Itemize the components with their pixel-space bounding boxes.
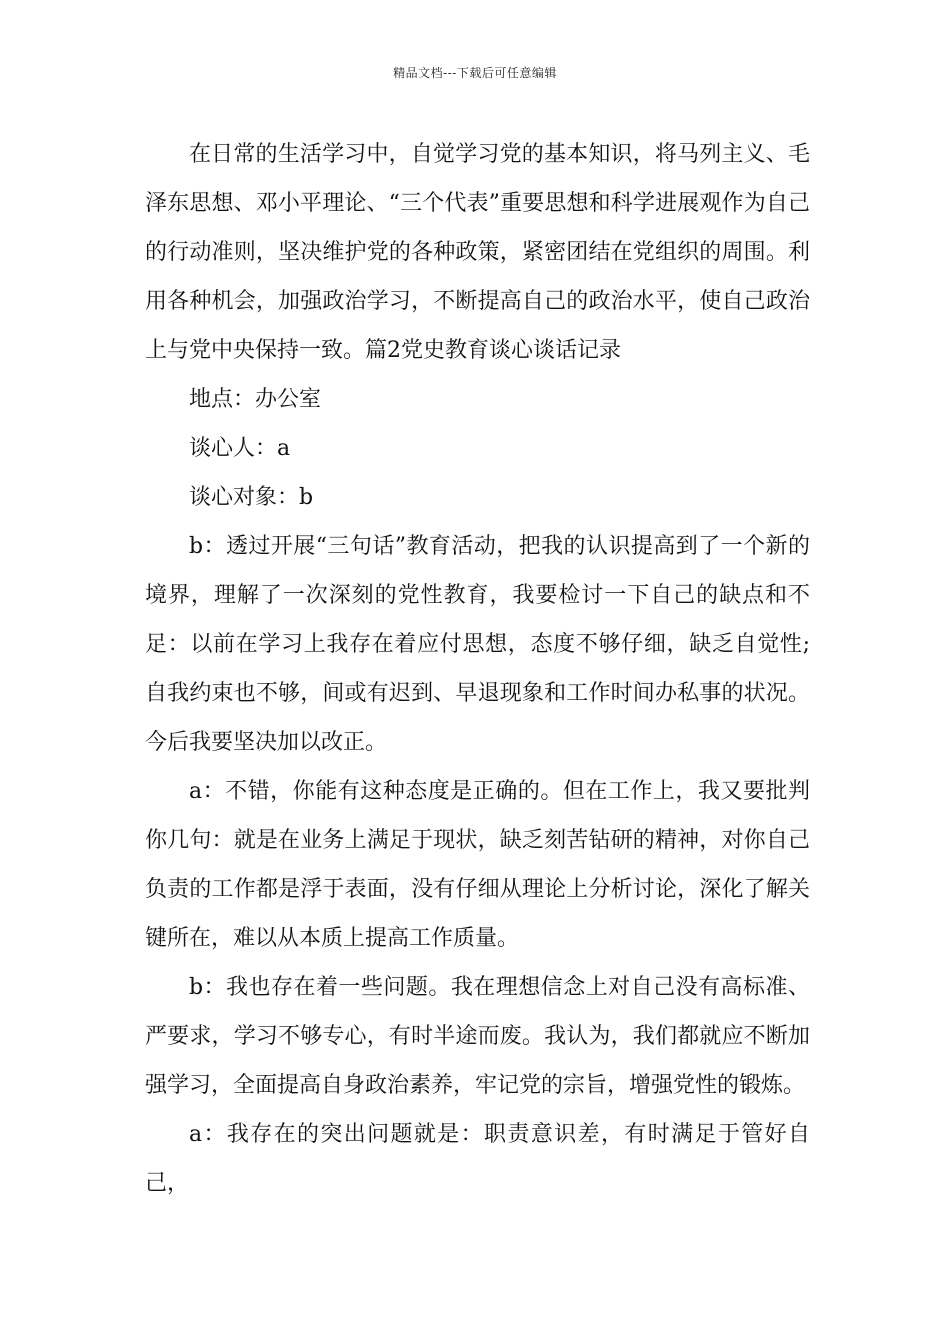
paragraph-a-second: a：我存在的突出问题就是：职责意识差，有时满足于管好自己， (145, 1122, 810, 1196)
paragraph-b-first: b：透过开展“三句话”教育活动，把我的认识提高到了一个新的境界，理解了一次深刻的党性教育，我要检讨一下自己的缺点和不足：以前在学习上我存在着应付思想，态度不够仔细，缺乏自觉性;自我约束也不够，间或有迟到、早退现象和工作时间办私事的状况。今后我要坚决加以改正。 (145, 534, 810, 755)
paragraph-a-first: a：不错，你能有这种态度是正确的。但在工作上，我又要批判你几句：就是在业务上满足于现状，缺乏刻苦钻研的精神，对你自己负责的工作都是浮于表面，没有仔细从理论上分析讨论，深化了解关键所在，难以从本质上提高工作质量。 (145, 779, 810, 951)
paragraph-talker: 谈心人：a (189, 436, 291, 461)
paragraph-intro: 在日常的生活学习中，自觉学习党的基本知识，将马列主义、毛泽东思想、邓小平理论、“三个代表”重要思想和科学进展观作为自己的行动准则，坚决维护党的各种政策，紧密团结在党组织的周围。利用各种机会，加强政治学习，不断提高自己的政治水平，使自己政治上与党中央保持一致。篇2党史教育谈心谈话记录 (145, 142, 810, 363)
paragraph-b-second: b：我也存在着一些问题。我在理想信念上对自己没有高标准、严要求，学习不够专心，有时半途而废。我认为，我们都就应不断加强学习，全面提高自身政治素养，牢记党的宗旨，增强党性的锻炼。 (145, 975, 810, 1098)
paragraph-talkee: 谈心对象：b (189, 485, 314, 510)
document-body (145, 130, 810, 1208)
paragraph-location: 地点：办公室 (189, 387, 322, 412)
page-header: 精品文档---下载后可任意编辑 (393, 66, 557, 80)
